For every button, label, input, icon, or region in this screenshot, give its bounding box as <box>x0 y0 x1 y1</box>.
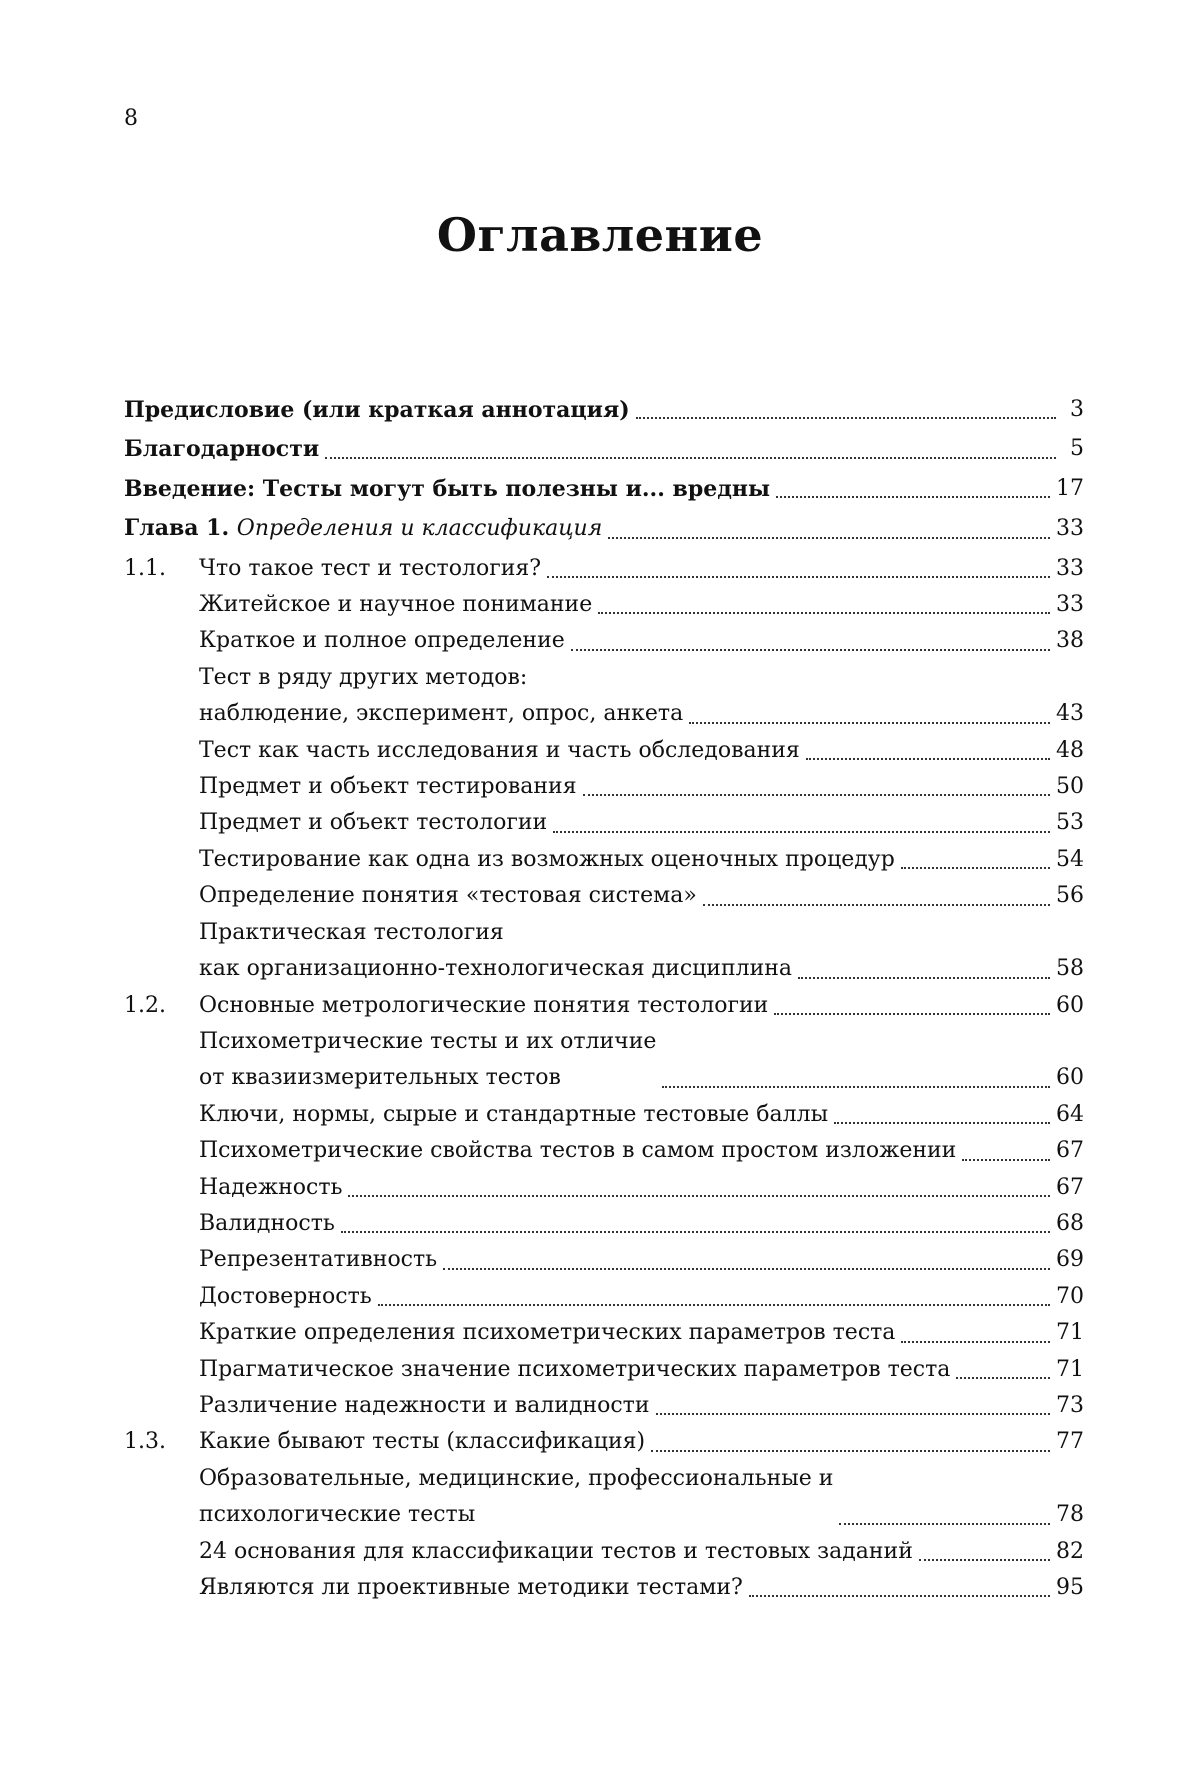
toc-entry-subsection[interactable] <box>124 1170 1084 1206</box>
dot-leader <box>636 416 1056 419</box>
toc-entry-page: 95 <box>1056 1570 1084 1606</box>
toc-entry-page: 70 <box>1056 1279 1084 1315</box>
toc-entry-text: наблюдение, эксперимент, опрос, анкета <box>199 696 683 732</box>
chapter-title: Определения и классификация <box>237 516 602 541</box>
toc-entry-text: Предмет и объект тестирования <box>199 769 577 805</box>
toc-entry-page: 82 <box>1056 1534 1084 1570</box>
toc-entry-subsection[interactable] <box>124 1534 1084 1570</box>
section-number: 1.1. <box>124 551 199 587</box>
toc-entry-page: 56 <box>1056 878 1084 914</box>
toc-entry-section[interactable] <box>124 551 1084 587</box>
toc-entry-label <box>199 988 768 1024</box>
toc-entry-text: Краткие определения психометрических параметров теста <box>199 1315 895 1351</box>
dot-leader <box>839 1522 1050 1525</box>
toc-entry-page: 50 <box>1056 769 1084 805</box>
toc-entry-label <box>199 587 592 623</box>
toc-entry-label <box>199 1206 335 1242</box>
dot-leader <box>834 1121 1050 1124</box>
toc-entry-page: 71 <box>1056 1352 1084 1388</box>
toc-entry-page: 71 <box>1056 1315 1084 1351</box>
toc-entry-text-line-1: Образовательные, медицинские, профессиональные и <box>199 1461 833 1497</box>
dot-leader <box>378 1303 1050 1306</box>
toc-entry-text-line-1: Психометрические тесты и их отличие <box>199 1024 656 1060</box>
dot-leader <box>325 456 1056 459</box>
dot-leader <box>553 830 1050 833</box>
toc-entry-page: 54 <box>1056 842 1084 878</box>
toc-entry-text <box>124 510 602 547</box>
toc-entry-section[interactable] <box>124 988 1084 1024</box>
dot-leader <box>749 1594 1050 1597</box>
dot-leader <box>689 721 1050 724</box>
toc-entry-label <box>199 1315 895 1351</box>
toc-entry-label <box>199 805 547 841</box>
toc-entry-subsection[interactable] <box>124 842 1084 878</box>
dot-leader <box>774 1012 1050 1015</box>
toc-entry-text: Определение понятия «тестовая система» <box>199 878 697 914</box>
toc-entry-subsection[interactable] <box>124 878 1084 914</box>
dot-leader <box>901 1340 1050 1343</box>
toc-entry-page: 67 <box>1056 1133 1084 1169</box>
toc-entry-subsection[interactable] <box>124 805 1084 841</box>
toc-entry-page: 73 <box>1056 1388 1084 1424</box>
dot-leader <box>341 1230 1050 1233</box>
toc-entry-label <box>199 1279 372 1315</box>
toc-entry-text: Предисловие (или краткая аннотация) <box>124 392 630 428</box>
toc-entry-subsection[interactable] <box>124 1206 1084 1242</box>
dot-leader <box>547 575 1050 578</box>
toc-entry-introduction[interactable] <box>124 471 1084 507</box>
toc-entry-text: Психометрические свойства тестов в самом простом изложении <box>199 1133 956 1169</box>
toc-entry-text: Введение: Тесты могут быть полезны и... вредны <box>124 471 770 507</box>
toc-entry-text: Репрезентативность <box>199 1242 437 1278</box>
toc-entry-page: 77 <box>1056 1424 1084 1460</box>
toc-entry-text: как организационно-технологическая дисциплина <box>199 951 792 987</box>
toc-entry-page: 43 <box>1056 696 1084 732</box>
toc-entry-page: 38 <box>1056 623 1084 659</box>
dot-leader <box>608 536 1050 539</box>
toc-entry-label <box>199 733 800 769</box>
toc-entry-text: Основные метрологические понятия тестологии <box>199 988 768 1024</box>
toc-entry-subsection[interactable] <box>124 1388 1084 1424</box>
page-number: 8 <box>124 106 138 131</box>
toc-entry-subsection[interactable] <box>124 1097 1084 1133</box>
toc-entry-section[interactable] <box>124 1424 1084 1460</box>
toc-entry-page: 67 <box>1056 1170 1084 1206</box>
toc-entry-page: 33 <box>1056 511 1084 547</box>
toc-entry-subsection[interactable] <box>124 1024 1084 1097</box>
toc-entry-page: 60 <box>1056 988 1084 1024</box>
dot-leader <box>962 1158 1050 1161</box>
toc-entry-preface[interactable] <box>124 392 1084 428</box>
toc-entry-text: Достоверность <box>199 1279 372 1315</box>
toc-entry-subsection[interactable] <box>124 1570 1084 1606</box>
dot-leader <box>348 1194 1050 1197</box>
dot-leader <box>798 976 1050 979</box>
toc-entry-subsection[interactable] <box>124 769 1084 805</box>
toc-entry-text: Являются ли проективные методики тестами? <box>199 1570 743 1606</box>
dot-leader <box>656 1412 1050 1415</box>
toc-entry-label <box>199 1352 950 1388</box>
toc-entry-page: 33 <box>1056 551 1084 587</box>
toc-entry-subsection[interactable] <box>124 1461 1084 1534</box>
toc-entry-text: Тестирование как одна из возможных оценочных процедур <box>199 842 895 878</box>
toc-entry-label <box>199 1170 342 1206</box>
toc-entry-label <box>199 1097 828 1133</box>
dot-leader <box>598 611 1050 614</box>
toc-entry-label <box>199 915 792 988</box>
dot-leader <box>662 1085 1050 1088</box>
toc-entry-subsection[interactable] <box>124 623 1084 659</box>
toc-entry-text: Различение надежности и валидности <box>199 1388 650 1424</box>
toc-entry-text: Тест как часть исследования и часть обследования <box>199 733 800 769</box>
toc-entry-text: Краткое и полное определение <box>199 623 565 659</box>
toc-entry-subsection[interactable] <box>124 1315 1084 1351</box>
toc-entry-page: 58 <box>1056 951 1084 987</box>
toc-entry-label <box>199 842 895 878</box>
toc-sections <box>124 551 1084 1607</box>
toc-entry-text: от квазиизмерительных тестов <box>199 1060 656 1096</box>
toc-entry-label <box>199 1461 833 1534</box>
toc-entry-text: Благодарности <box>124 431 319 467</box>
toc-entry-label <box>199 1534 913 1570</box>
toc-entry-text: Прагматическое значение психометрических параметров теста <box>199 1352 950 1388</box>
toc-entry-chapter-1[interactable] <box>124 510 1084 547</box>
toc-entry-text-line-1: Практическая тестология <box>199 915 792 951</box>
toc-entry-label <box>199 1570 743 1606</box>
toc-entry-subsection[interactable] <box>124 915 1084 988</box>
toc-entry-label <box>199 551 541 587</box>
toc-entry-subsection[interactable] <box>124 660 1084 733</box>
dot-leader <box>443 1267 1050 1270</box>
toc-entry-text: Что такое тест и тестология? <box>199 551 541 587</box>
toc-entry-text: психологические тесты <box>199 1497 833 1533</box>
toc-entry-page: 69 <box>1056 1242 1084 1278</box>
dot-leader <box>901 866 1050 869</box>
toc-entry-label <box>199 878 697 914</box>
toc-entry-label <box>199 660 683 733</box>
chapter-label: Глава 1. <box>124 515 229 541</box>
dot-leader <box>651 1449 1050 1452</box>
dot-leader <box>806 757 1050 760</box>
dot-leader <box>956 1376 1050 1379</box>
toc-entry-page: 78 <box>1056 1497 1084 1533</box>
toc-entry-page: 60 <box>1056 1060 1084 1096</box>
toc-entry-subsection[interactable] <box>124 587 1084 623</box>
table-of-contents <box>124 392 1084 1606</box>
toc-entry-page: 17 <box>1056 471 1084 507</box>
toc-entry-text: Валидность <box>199 1206 335 1242</box>
toc-entry-page: 5 <box>1062 431 1084 467</box>
toc-entry-label <box>199 1424 645 1460</box>
dot-leader <box>776 495 1050 498</box>
toc-entry-label <box>199 1388 650 1424</box>
dot-leader <box>703 903 1050 906</box>
toc-entry-label <box>199 623 565 659</box>
toc-entry-page: 33 <box>1056 587 1084 623</box>
toc-entry-subsection[interactable] <box>124 1279 1084 1315</box>
toc-entry-page: 3 <box>1062 392 1084 428</box>
toc-entry-label <box>199 1024 656 1097</box>
toc-entry-text: 24 основания для классификации тестов и тестовых заданий <box>199 1534 913 1570</box>
toc-entry-page: 68 <box>1056 1206 1084 1242</box>
dot-leader <box>583 793 1050 796</box>
toc-entry-subsection[interactable] <box>124 1352 1084 1388</box>
toc-entry-label <box>199 1242 437 1278</box>
toc-entry-acknowledgements[interactable] <box>124 431 1084 467</box>
dot-leader <box>919 1558 1050 1561</box>
page-title: Оглавление <box>0 208 1200 262</box>
toc-entry-page: 64 <box>1056 1097 1084 1133</box>
toc-entry-text: Предмет и объект тестологии <box>199 805 547 841</box>
toc-entry-text: Житейское и научное понимание <box>199 587 592 623</box>
toc-entry-text: Какие бывают тесты (классификация) <box>199 1424 645 1460</box>
toc-entry-text-line-1: Тест в ряду других методов: <box>199 660 683 696</box>
dot-leader <box>571 648 1050 651</box>
toc-entry-label <box>199 769 577 805</box>
toc-entry-text: Ключи, нормы, сырые и стандартные тестовые баллы <box>199 1097 828 1133</box>
toc-entry-label <box>199 1133 956 1169</box>
toc-entry-text: Надежность <box>199 1170 342 1206</box>
section-number: 1.3. <box>124 1424 199 1460</box>
toc-entry-subsection[interactable] <box>124 1133 1084 1169</box>
toc-entry-subsection[interactable] <box>124 1242 1084 1278</box>
toc-entry-page: 53 <box>1056 805 1084 841</box>
section-number: 1.2. <box>124 988 199 1024</box>
toc-entry-page: 48 <box>1056 733 1084 769</box>
toc-entry-subsection[interactable] <box>124 733 1084 769</box>
